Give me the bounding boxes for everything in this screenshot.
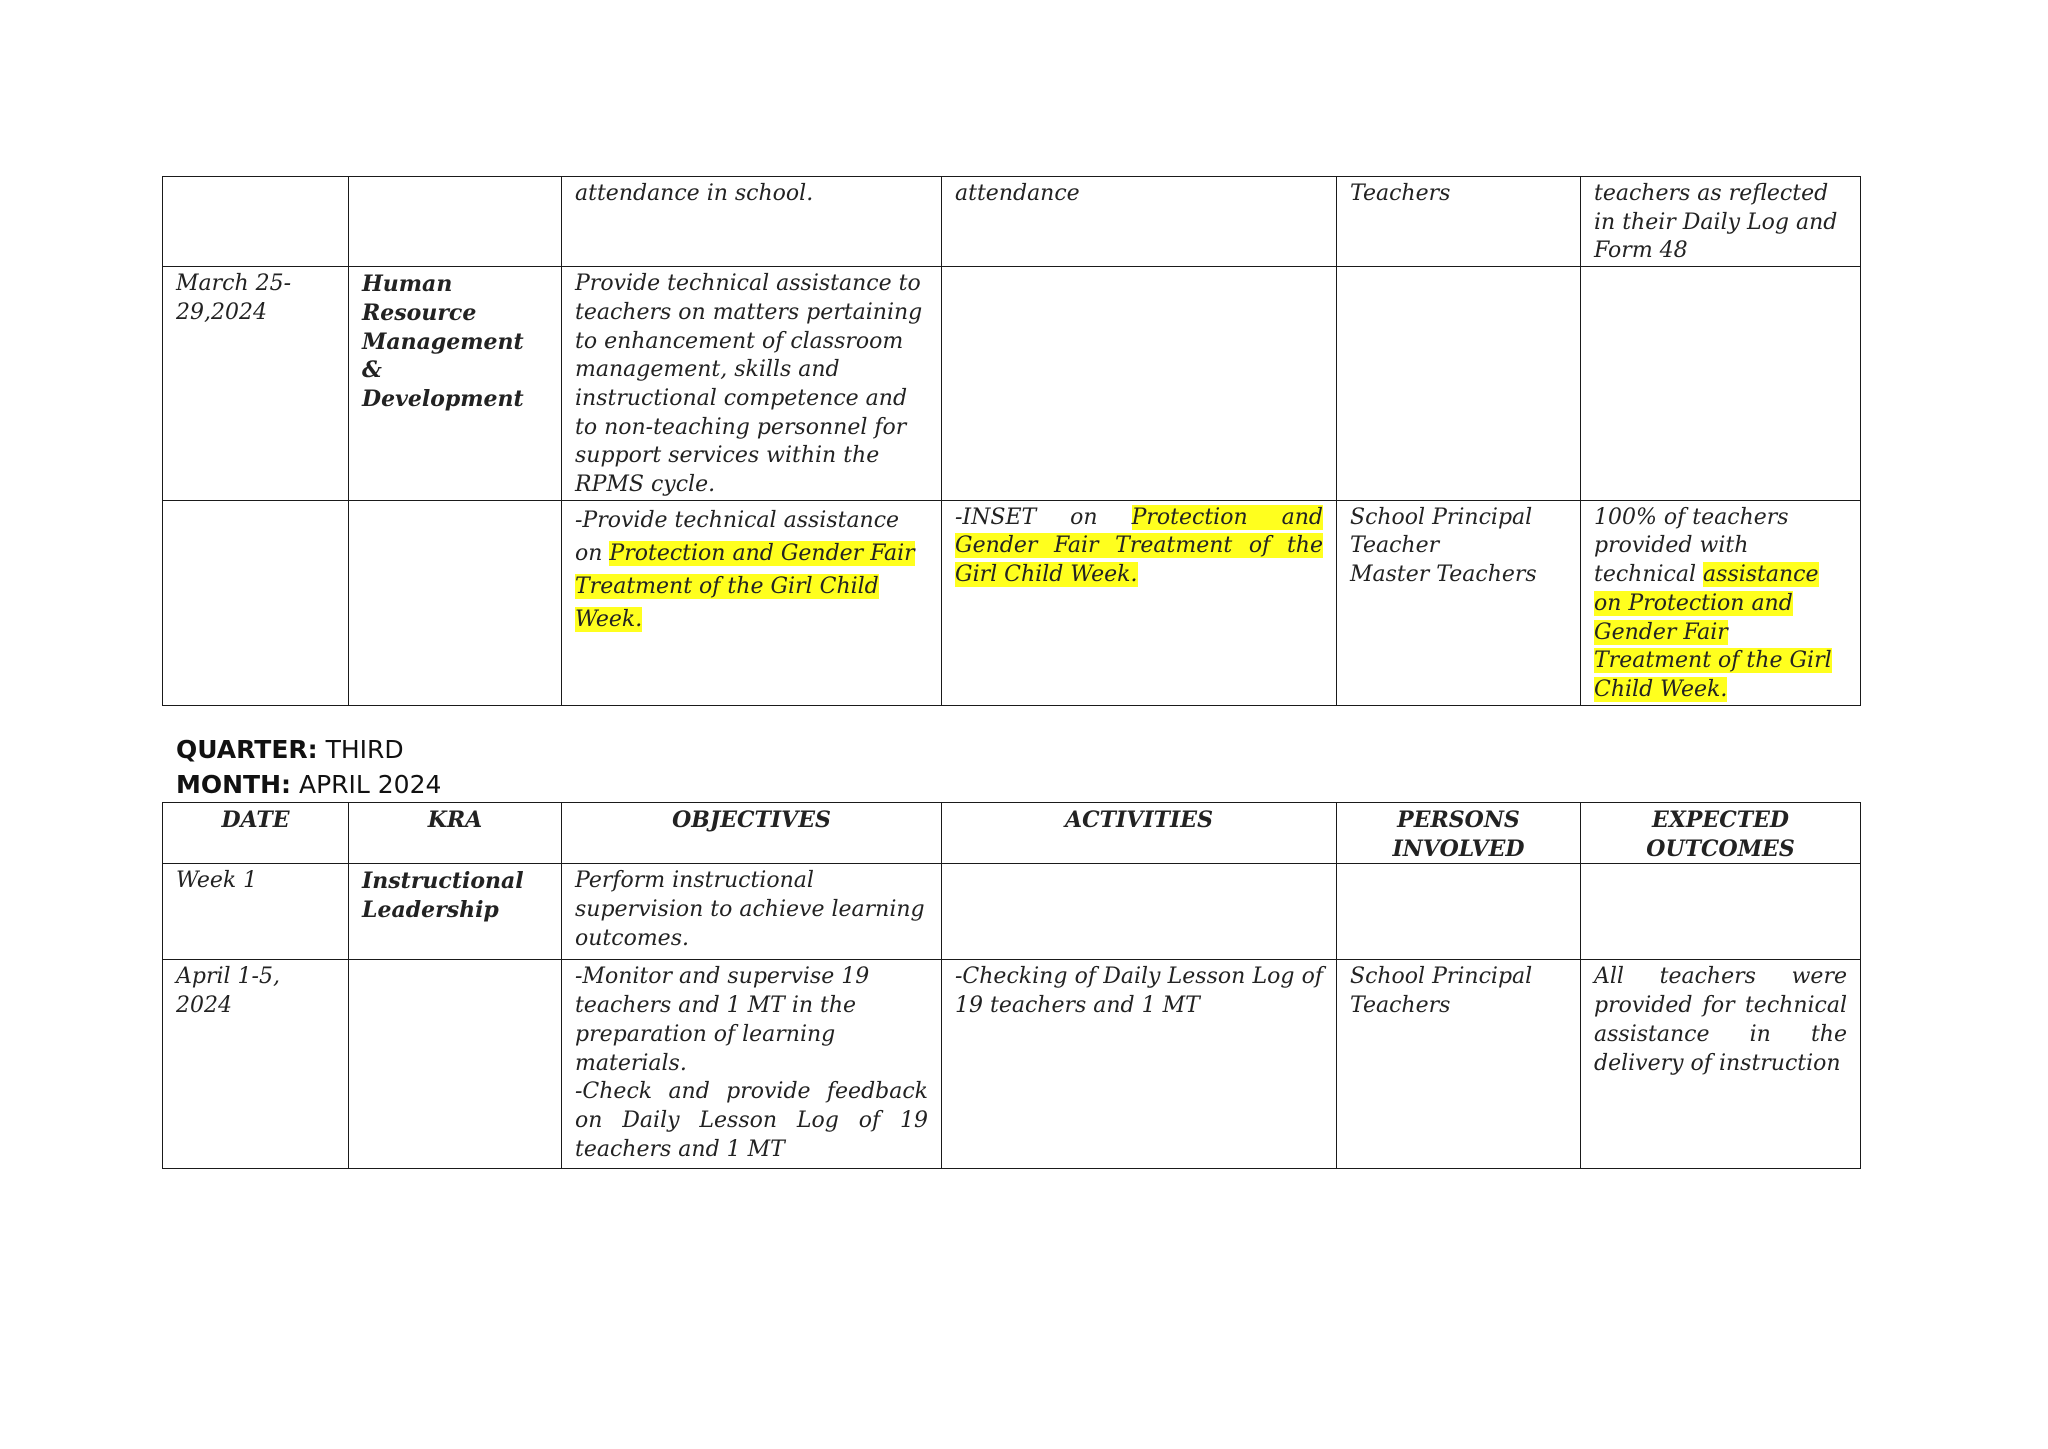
column-header-persons: PERSONS INVOLVED	[1337, 803, 1581, 864]
column-header-outcomes: EXPECTED OUTCOMES	[1581, 803, 1861, 864]
kra-cell	[349, 177, 562, 267]
objectives-cell: Perform instructional supervision to achieve learning outcomes.	[562, 864, 942, 960]
table-row	[163, 864, 1861, 960]
table-row	[163, 500, 1861, 705]
kra-cell	[349, 267, 562, 501]
quarter-value: THIRD	[325, 735, 404, 764]
date-cell: Week 1	[163, 864, 349, 960]
kra-line: Human	[362, 271, 453, 298]
column-header-objectives: OBJECTIVES	[562, 803, 942, 864]
activities-cell: attendance	[942, 177, 1337, 267]
table-row	[163, 960, 1861, 1169]
kra-line: Management	[362, 328, 524, 355]
activities-cell	[942, 500, 1337, 705]
activities-cell	[942, 864, 1337, 960]
table-row	[163, 177, 1861, 267]
table-header-row	[163, 803, 1861, 864]
outcomes-text: 100% of teachers provided with technical	[1594, 504, 1789, 588]
persons-cell: Teachers	[1337, 177, 1581, 267]
person-line: Teacher	[1350, 533, 1440, 559]
month-value: APRIL 2024	[298, 770, 442, 799]
activities-cell	[942, 267, 1337, 501]
objectives-text: -Provide technical assistance on	[575, 507, 900, 566]
table-row	[163, 267, 1861, 501]
kra-cell	[349, 960, 562, 1169]
objective-item: -Monitor and supervise 19 teachers and 1 MT in the preparation of learning materials.	[575, 964, 870, 1076]
activities-cell: -Checking of Daily Lesson Log of 19 teachers and 1 MT	[942, 960, 1337, 1169]
column-header-date: DATE	[163, 803, 349, 864]
column-header-activities: ACTIVITIES	[942, 803, 1337, 864]
plan-table-april	[162, 802, 1861, 1169]
date-cell	[163, 177, 349, 267]
month-line	[176, 770, 441, 799]
persons-cell	[1337, 500, 1581, 705]
column-header-kra: KRA	[349, 803, 562, 864]
person-line: School Principal	[1350, 504, 1533, 530]
quarter-line	[176, 735, 404, 764]
outcomes-cell	[1581, 864, 1861, 960]
persons-cell	[1337, 960, 1581, 1169]
quarter-label: QUARTER:	[176, 735, 318, 764]
month-label: MONTH:	[176, 770, 292, 799]
highlighted-text: assistance on Protection and Gender Fair Treatment of the Girl Child Week.	[1594, 562, 1832, 702]
kra-cell	[349, 500, 562, 705]
objectives-cell	[562, 960, 942, 1169]
objective-item: -Check and provide feedback on Daily Lesson Log of 19 teachers and 1 MT	[575, 1079, 928, 1162]
outcomes-cell: All teachers were provided for technical assistance in the delivery of instruction	[1581, 960, 1861, 1169]
activities-text: -INSET on	[955, 504, 1132, 530]
outcomes-cell	[1581, 267, 1861, 501]
date-cell	[163, 500, 349, 705]
person-line: School Principal	[1350, 964, 1533, 990]
kra-line: Resource	[362, 299, 477, 326]
plan-table-continued	[162, 176, 1861, 706]
persons-cell	[1337, 864, 1581, 960]
kra-cell: Instructional Leadership	[349, 864, 562, 960]
highlighted-text: Protection and Gender Fair Treatment of the Girl Child Week.	[575, 540, 915, 632]
kra-line: Development	[362, 385, 524, 412]
objectives-cell: Provide technical assistance to teachers on matters pertaining to enhancement of classroom management, skills and instructional competence and to non-teaching personnel for support services within the RPMS cycle.	[562, 267, 942, 501]
date-cell: March 25-29,2024	[163, 267, 349, 501]
outcomes-cell	[1581, 500, 1861, 705]
highlighted-text: Protection and Gender Fair Treatment of the Girl Child Week.	[955, 504, 1323, 588]
outcomes-cell: teachers as reflected in their Daily Log and Form 48	[1581, 177, 1861, 267]
person-line: Master Teachers	[1350, 562, 1537, 588]
persons-cell	[1337, 267, 1581, 501]
kra-line: &	[362, 357, 382, 384]
objectives-cell: attendance in school.	[562, 177, 942, 267]
person-line: Teachers	[1350, 993, 1451, 1019]
date-cell: April 1-5, 2024	[163, 960, 349, 1169]
objectives-cell	[562, 500, 942, 705]
